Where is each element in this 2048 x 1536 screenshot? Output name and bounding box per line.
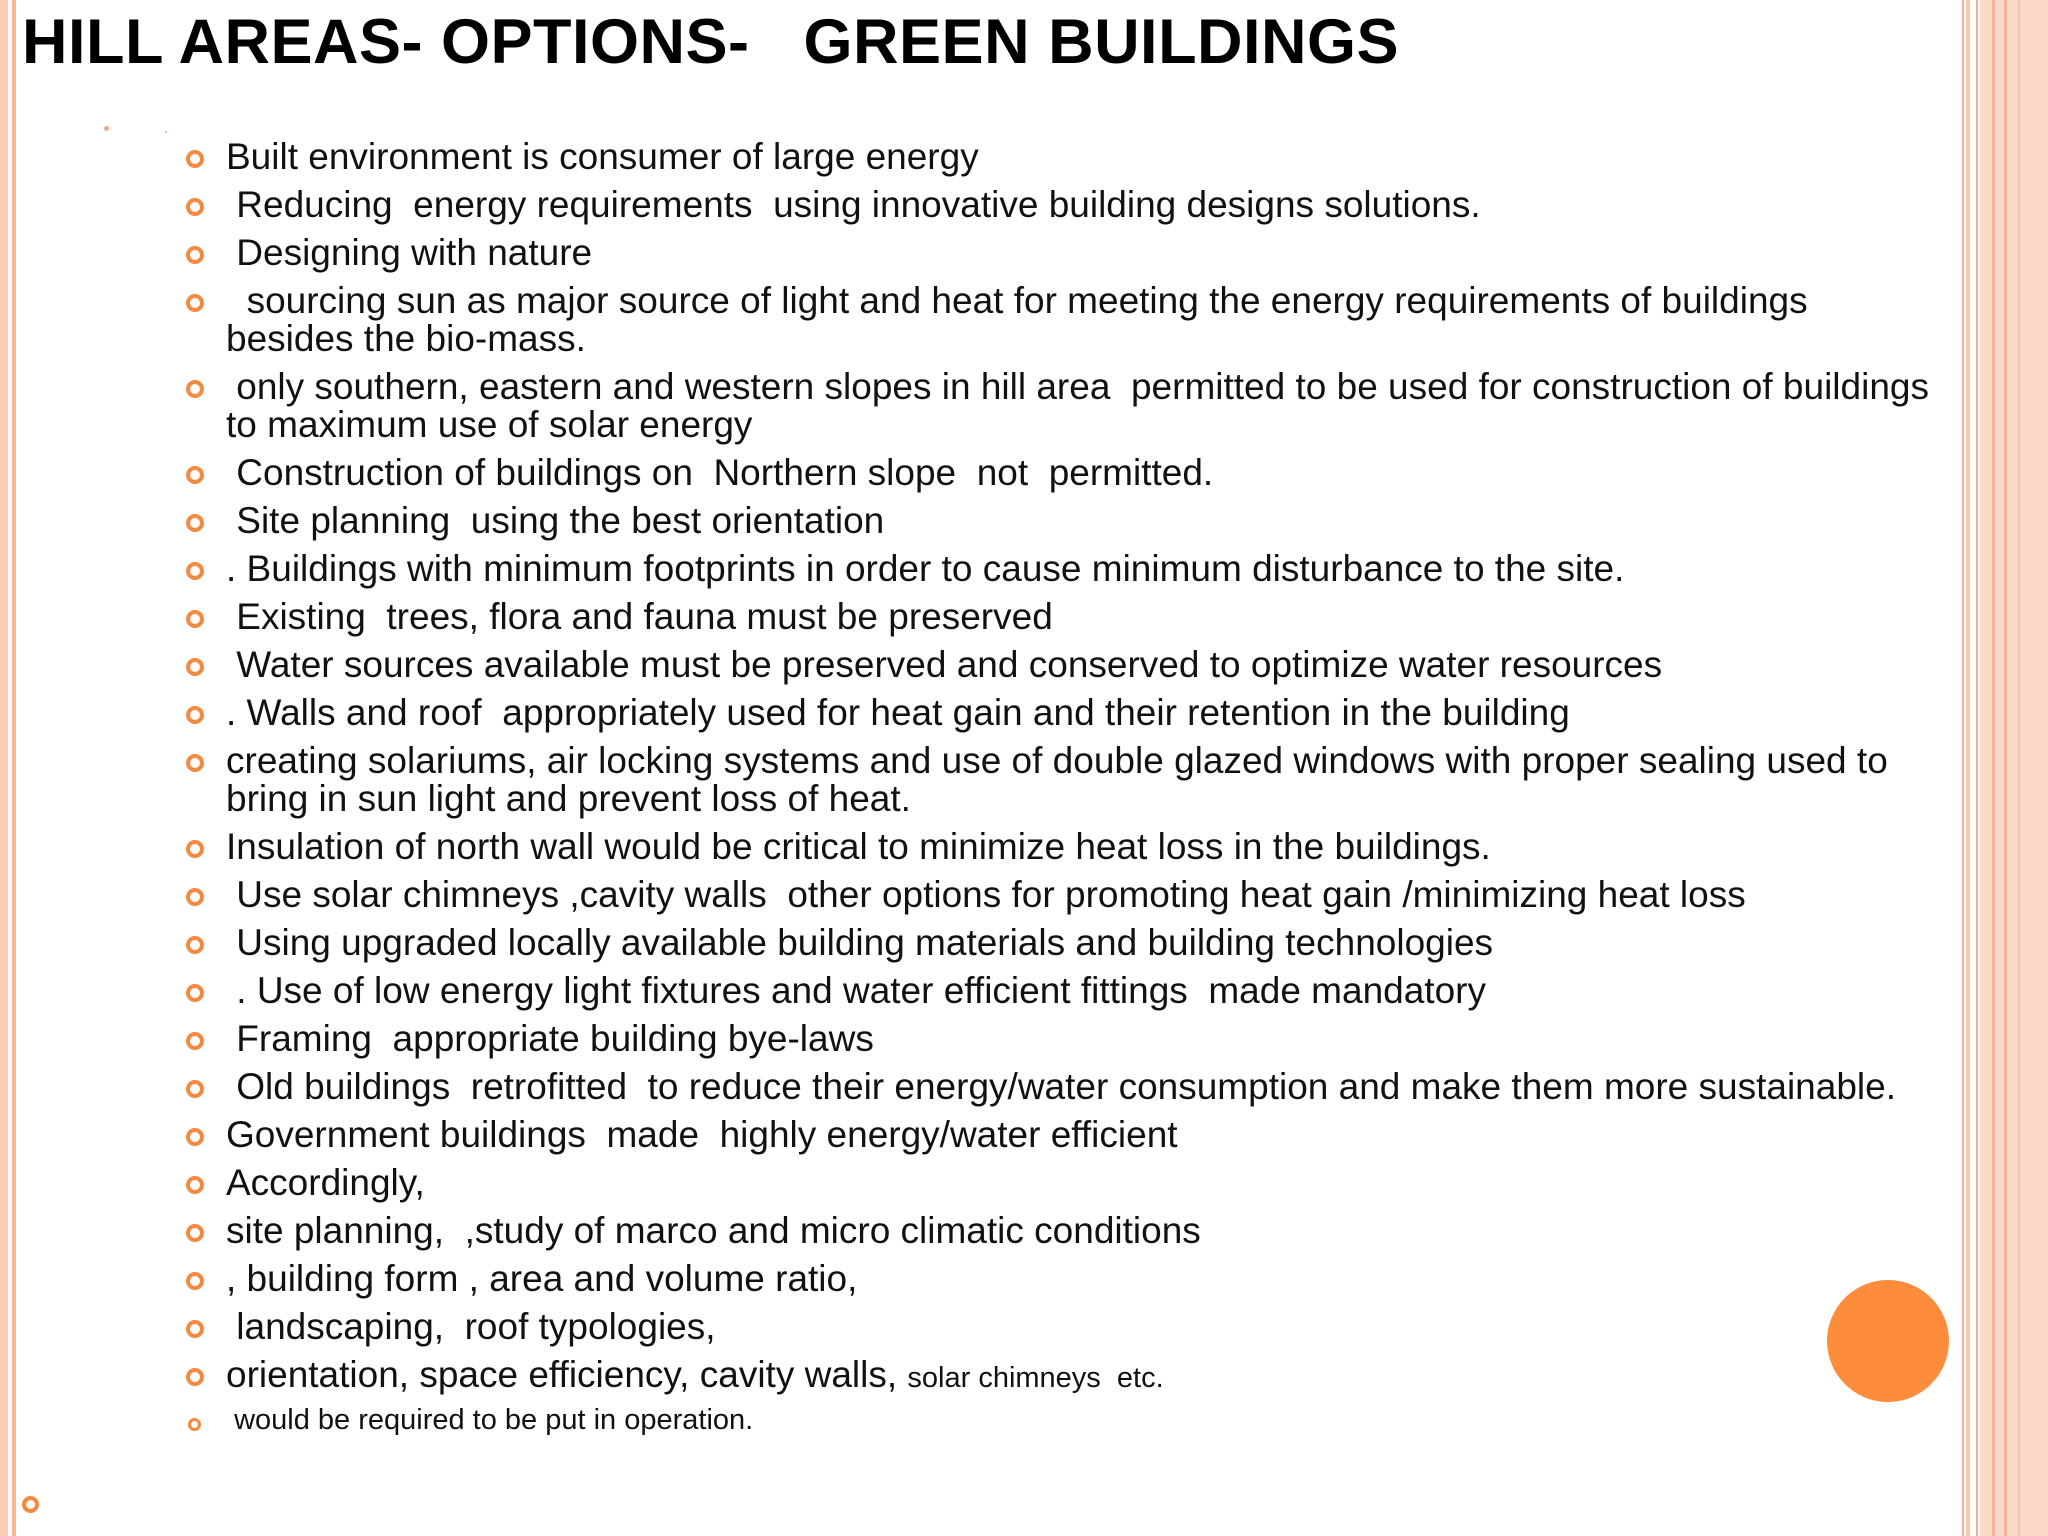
list-item: Using upgraded locally available building materials and building technologies: [182, 924, 1942, 962]
list-item: orientation, space efficiency, cavity walls, solar chimneys etc.: [182, 1356, 1942, 1397]
bullet-ring-icon: [186, 246, 204, 264]
list-item: Site planning using the best orientation: [182, 502, 1942, 540]
right-border-line: [2018, 0, 2020, 1536]
right-border-band: [1980, 0, 2048, 1536]
bullet-ring-icon: [186, 198, 204, 216]
bullet-ring-icon: [186, 706, 204, 724]
list-item: . Buildings with minimum footprints in order to cause minimum disturbance to the site.: [182, 550, 1942, 588]
list-item: only southern, eastern and western slopes in hill area permitted to be used for construction of buildings to maximum use of solar energy: [182, 368, 1942, 444]
bullet-ring-icon: [186, 1176, 204, 1194]
list-item: Framing appropriate building bye-laws: [182, 1020, 1942, 1058]
bullet-ring-icon: [186, 1128, 204, 1146]
bullet-ring-icon: [186, 1224, 204, 1242]
right-border-line: [1992, 0, 1995, 1536]
list-item: sourcing sun as major source of light and heat for meeting the energy requirements of buildings besides the bio-mass.: [182, 282, 1942, 358]
bullet-ring-icon: [186, 380, 204, 398]
bullet-ring-icon: [186, 150, 204, 168]
list-item: landscaping, roof typologies,: [182, 1308, 1942, 1346]
list-item: , building form , area and volume ratio,: [182, 1260, 1942, 1298]
bullet-ring-icon: [186, 840, 204, 858]
bullet-ring-icon: [186, 1368, 204, 1386]
bullet-ring-icon: [186, 1272, 204, 1290]
bullet-ring-icon: [186, 466, 204, 484]
right-border-line: [2004, 0, 2007, 1536]
list-item: Built environment is consumer of large energy: [182, 138, 1942, 176]
bullet-ring-icon: [186, 984, 204, 1002]
bullet-ring-icon: [186, 294, 204, 312]
bullet-ring-icon: [186, 514, 204, 532]
list-item: site planning, ,study of marco and micro climatic conditions: [182, 1212, 1942, 1250]
left-border-line: [12, 0, 16, 1536]
list-item: Construction of buildings on Northern slope not permitted.: [182, 454, 1942, 492]
bullet-ring-icon: [186, 936, 204, 954]
list-item: Government buildings made highly energy/water efficient: [182, 1116, 1942, 1154]
bullet-ring-icon: [186, 888, 204, 906]
bullet-ring-icon: [188, 1418, 201, 1431]
bullet-ring-icon: [186, 754, 204, 772]
bullet-ring-icon: [22, 1496, 39, 1513]
list-item: Insulation of north wall would be critical to minimize heat loss in the buildings.: [182, 828, 1942, 866]
bullet-ring-icon: [186, 1032, 204, 1050]
bullet-ring-icon: [186, 610, 204, 628]
list-item: Accordingly,: [182, 1164, 1942, 1202]
bullet-ring-icon: [186, 562, 204, 580]
right-border-line: [1962, 0, 1964, 1536]
list-item: creating solariums, air locking systems and use of double glazed windows with proper sealing used to bring in sun light and prevent loss of heat.: [182, 742, 1942, 818]
decorative-dot: [165, 131, 167, 133]
list-item: Reducing energy requirements using innovative building designs solutions.: [182, 186, 1942, 224]
bullet-ring-icon: [186, 1320, 204, 1338]
list-item: would be required to be put in operation.: [182, 1403, 1942, 1437]
list-item: Designing with nature: [182, 234, 1942, 272]
decorative-circle: [1827, 1280, 1949, 1402]
decorative-dot: [104, 126, 109, 131]
left-border-stripe: [0, 0, 8, 1536]
list-item: Old buildings retrofitted to reduce their energy/water consumption and make them more sustainable.: [182, 1068, 1942, 1106]
list-item: . Walls and roof appropriately used for heat gain and their retention in the building: [182, 694, 1942, 732]
bullet-ring-icon: [186, 1080, 204, 1098]
right-border-line: [1966, 0, 1970, 1536]
bullet-ring-icon: [186, 658, 204, 676]
list-item: Existing trees, flora and fauna must be preserved: [182, 598, 1942, 636]
list-item: . Use of low energy light fixtures and water efficient fittings made mandatory: [182, 972, 1942, 1010]
right-border-line: [1976, 0, 1978, 1536]
bullet-list: [182, 138, 1942, 1437]
list-item: Water sources available must be preserved and conserved to optimize water resources: [182, 646, 1942, 684]
slide-title: HILL AREAS- OPTIONS- GREEN BUILDINGS: [22, 7, 1400, 77]
list-item: Use solar chimneys ,cavity walls other options for promoting heat gain /minimizing heat loss: [182, 876, 1942, 914]
